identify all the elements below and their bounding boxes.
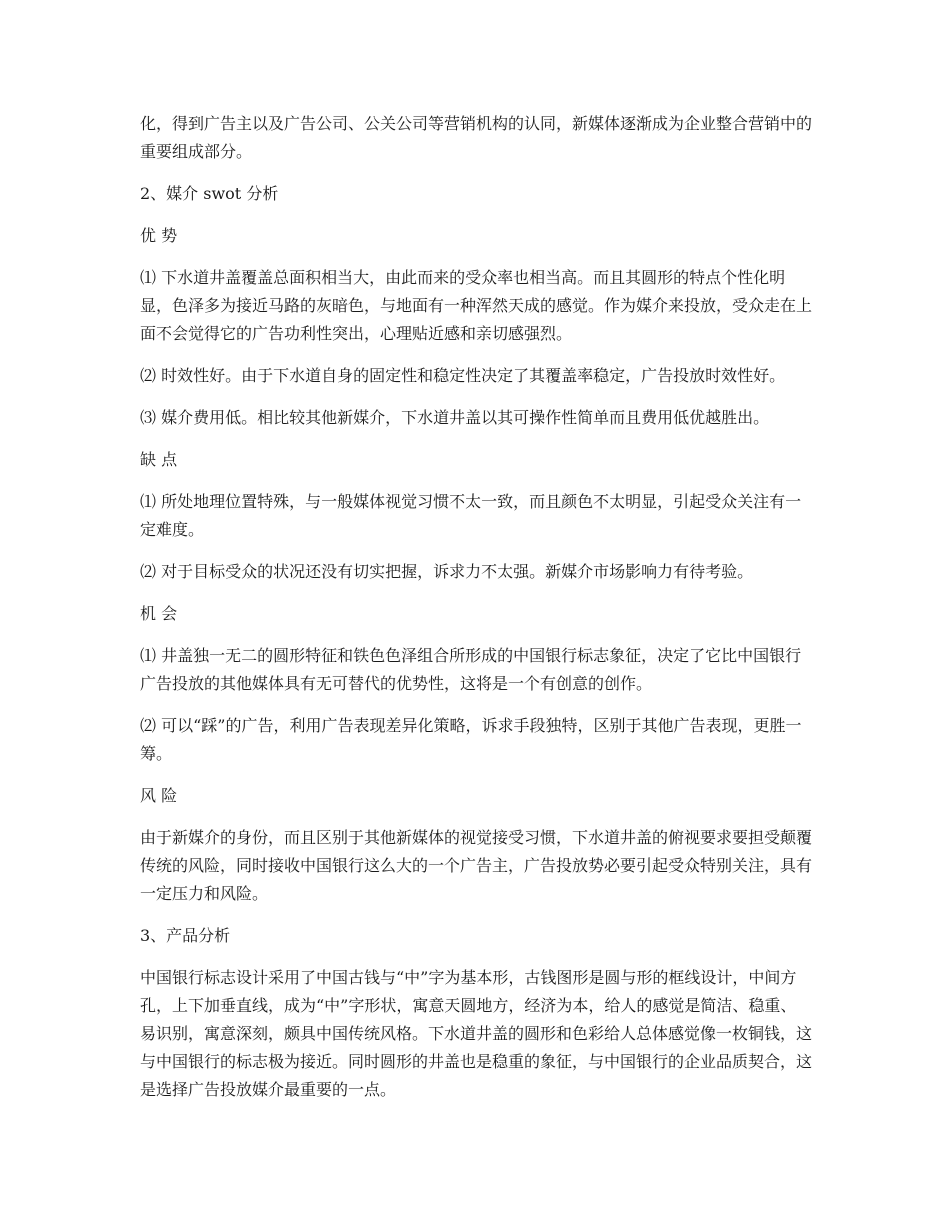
strength-item-1: ⑴ 下水道井盖覆盖总面积相当大，由此而来的受众率也相当高。而且其圆形的特点个性化明显，色泽多为接近马路的灰暗色，与地面有一种浑然天成的感觉。作为媒介来投放，受众走在上面不会觉得它的广告功利性突出，心理贴近感和亲切感强烈。 (140, 268, 813, 343)
subheading-opportunities: 机 会 (140, 604, 178, 623)
section-heading-media-swot: 2、媒介 swot 分析 (140, 184, 279, 203)
subheading-threats: 风 险 (140, 786, 178, 805)
strength-item-2: ⑵ 时效性好。由于下水道自身的固定性和稳定性决定了其覆盖率稳定，广告投放时效性好。 (140, 366, 786, 385)
product-analysis-paragraph: 中国银行标志设计采用了中国古钱与“中”字为基本形，古钱图形是圆与形的框线设计，中间方孔，上下加垂直线，成为“中”字形状，寓意天圆地方，经济为本，给人的感觉是简洁、稳重、易识别，寓意深刻，颇具中国传统风格。下水道井盖的圆形和色彩给人总体感觉像一枚铜钱，这与中国银行的标志极为接近。同时圆形的井盖也是稳重的象征，与中国银行的企业品质契合，这是选择广告投放媒介最重要的一点。 (140, 968, 813, 1099)
subheading-strengths: 优 势 (140, 226, 178, 245)
section-heading-product-analysis: 3、产品分析 (140, 926, 231, 945)
strength-item-3: ⑶ 媒介费用低。相比较其他新媒介，下水道井盖以其可操作性简单而且费用低优越胜出。 (140, 408, 770, 427)
opportunity-item-1: ⑴ 井盖独一无二的圆形特征和铁色色泽组合所形成的中国银行标志象征，决定了它比中国银行广告投放的其他媒体具有无可替代的优势性，这将是一个有创意的创作。 (140, 646, 802, 693)
paragraph-intro-continuation: 化，得到广告主以及广告公司、公关公司等营销机构的认同，新媒体逐渐成为企业整合营销中的重要组成部分。 (140, 114, 813, 161)
threats-paragraph: 由于新媒介的身份，而且区别于其他新媒体的视觉接受习惯，下水道井盖的俯视要求要担受颠覆传统的风险，同时接收中国银行这么大的一个广告主，广告投放势必要引起受众特别关注，具有一定压力和风险。 (140, 828, 813, 903)
opportunity-item-2: ⑵ 可以“踩”的广告，利用广告表现差异化策略，诉求手段独特，区别于其他广告表现，更胜一筹。 (140, 716, 802, 763)
weakness-item-2: ⑵ 对于目标受众的状况还没有切实把握，诉求力不太强。新媒介市场影响力有待考验。 (140, 562, 754, 581)
subheading-weaknesses: 缺 点 (140, 450, 178, 469)
weakness-item-1: ⑴ 所处地理位置特殊，与一般媒体视觉习惯不太一致，而且颜色不太明显，引起受众关注有一定难度。 (140, 492, 802, 539)
